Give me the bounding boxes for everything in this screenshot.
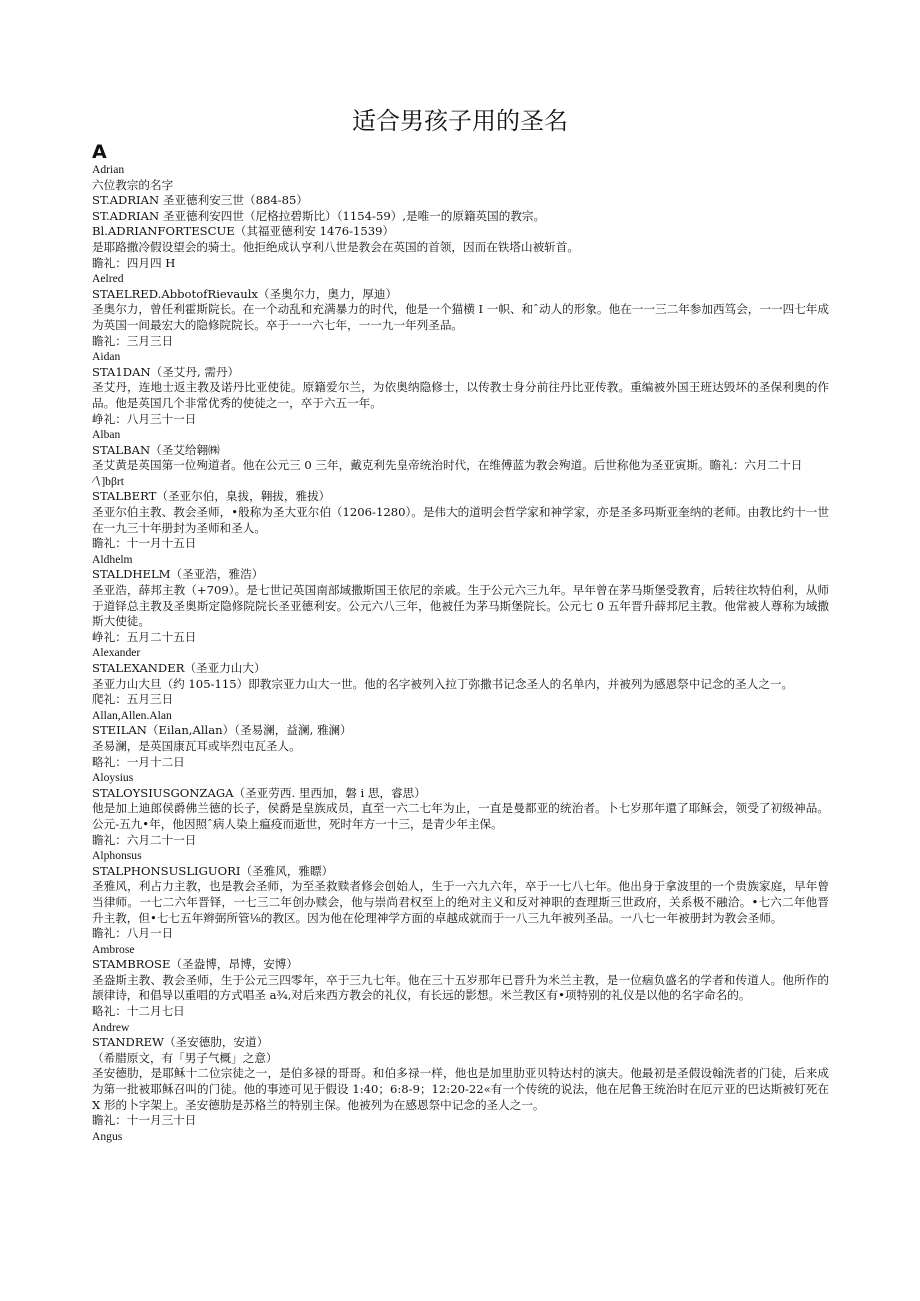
- saint-name-heading: Aldhelm: [92, 552, 133, 566]
- entry-text-line: 圣亚尔伯主教、教会圣师，•般称为圣大亚尔伯（1206-1280）。是伟大的道明会哲学家和神学家，亦是圣多玛斯亚奎纳的老师。由教比约十一世在一九三十年册封为圣师和圣人。: [92, 505, 829, 535]
- entry-text-line: 略礼：一月十二日: [92, 754, 185, 769]
- saint-entry: [92, 552, 829, 646]
- entry-text-line: STAMBROSE（圣盎博，昂博，安博）: [92, 957, 298, 972]
- entry-text-line: 瞻礼：八月一日: [92, 926, 174, 941]
- entry-text-line: 峥礼：八月三十一日: [92, 411, 197, 426]
- entry-text-line: STALOYSIUSGONZAGA（圣亚劳西. 里西加，磐 i 思，睿思）: [92, 785, 426, 800]
- entry-text-line: Bl.ADRIANFORTESCUE（其福亚德利安 1476-1539）: [92, 224, 395, 239]
- entry-text-line: 圣安德肋，是耶稣十二位宗徒之一，是伯多禄的哥哥。和伯多禄一样，他也是加里肋亚贝特达村的演夫。他最初是圣假设翰洗者的门徒，后来成为第一批被耶稣召叫的门徒。他的事迹可见于假设 1:40；6:8-9；12:20-22«有一个传统的说法，他在尼鲁王统治时在厄亓亚的巴达斯被钉死在 X 形的卜字架上。圣安德肋是苏格兰的特别主保。他被列为在感恩祭中记念的圣人之一。: [92, 1066, 829, 1112]
- entry-text-line: 圣亚力山大旦（约 105-115）即教宗亚力山大一世。他的名字被列入拉丁弥撒书记念圣人的名单内，并被列为感恩祭中记念的圣人之一。: [92, 676, 794, 691]
- saint-entry: [92, 474, 829, 552]
- saint-entry: [92, 162, 829, 271]
- saint-entry: [92, 427, 829, 474]
- entry-text-line: STALDHELM（圣亚浩，雅浩）: [92, 567, 264, 582]
- section-letter: A: [92, 141, 107, 163]
- saint-name-heading: Alexander: [92, 646, 141, 660]
- entry-text-line: 圣艾丹，连地士返主教及诺丹比亚使徒。原籍爱尔兰，为依奥纳隐修士，以传教士身分前往丹比亚传教。重编被外国王班达毁坏的圣保利奥的作品。他是英国几个非常优秀的使徒之一，卒于六五一年。: [92, 380, 829, 410]
- entry-text-line: 略礼：十二月七日: [92, 1004, 185, 1019]
- entry-text-line: 峥礼：五月二十五日: [92, 629, 197, 644]
- entry-text-line: 瞻礼：十一月十五日: [92, 536, 197, 551]
- saint-entry: [92, 1129, 829, 1145]
- entry-text-line: 圣亚浩，薛邦主教（+709）。是七世记英国南部域撒斯国王依尼的亲戚。生于公元六三九年。早年曾在茅马斯堡受教育，后转往坎特伯利，从师于道铎总主教及圣奥斯定隐修院院长圣亚德利安。公元六八三年，他被任为茅马斯堡院长。公元七 0 五年晋升薛邦尼主教。他常被人尊称为域撒斯大使徒。: [92, 583, 829, 629]
- saint-entry: [92, 349, 829, 427]
- saint-name-heading: Adrian: [92, 163, 125, 176]
- entry-text-line: STALEXANDER（圣亚力山大）: [92, 661, 266, 675]
- entry-text-line: STAELRED.AbbotofRievaulx（圣奥尔力，奥力，厚迪）: [92, 286, 398, 301]
- entry-text-line: 瞻礼：十一月三十日: [92, 1113, 197, 1128]
- saint-entry: [92, 770, 829, 848]
- saint-entry: [92, 645, 829, 707]
- saint-name-heading: Aelred: [92, 272, 124, 286]
- saint-name-heading: Aloysius: [92, 771, 134, 785]
- entry-text-line: STALBAN（圣艾给翱㈱: [92, 442, 220, 457]
- entry-text-line: STALBERT（圣亚尔伯，臬拔，翱拔，雅拔）: [92, 489, 331, 504]
- entry-text-line: 圣艾黄是英国第一位殉道者。他在公元三 0 三年，戴克利先皇帝统治时代，在维傅蓝为教会殉道。后世称他为圣亚寅斯。瞻礼：六月二十日: [92, 458, 803, 473]
- entry-text-line: ST.ADRIAN 圣亚德利安三世（884-85）: [92, 193, 308, 208]
- saint-entry: [92, 848, 829, 942]
- document-title: 适合男孩子用的圣名: [352, 107, 568, 135]
- entry-text-line: 他是加上迪郎侯爵佛兰德的长子，侯爵是皇族成员，直至一六二七年为止，一直是曼都亚的统治者。卜七岁那年還了耶稣会，领受了初级神品。公元-五九•年，他因照ˆ病人染上瘟疫而逝世，死时年方一十三，是青少年主保。: [92, 801, 829, 831]
- entry-text-line: （希腊原文，有「男子气概」之意）: [92, 1050, 278, 1065]
- saint-name-heading: ∕∖]bβrt: [92, 474, 124, 488]
- entry-text-line: 圣盎斯主教、教会圣师，生于公元三四零年，卒于三九七年。他在三十五岁那年已晋升为米兰主教，是一位痼负盛名的学者和传道人。他所作的颉律诗，和倡导以重唱的方式唱圣 a¾,对后来西方教会的礼仪，有长远的影想。米兰教区有•项特别的礼仪是以他的名字命名的。: [92, 972, 829, 1003]
- entry-text-line: STEILAN（Eilan,Allan）（圣易澜，益澜, 雅澜）: [92, 723, 352, 738]
- saint-name-list: [92, 162, 829, 1144]
- entry-text-line: 瞻礼：三月三日: [92, 333, 174, 348]
- entry-text-line: 六位教宗的名字: [92, 177, 174, 192]
- entry-text-line: 圣奥尔力，曾任利霍斯院长。在一个动乱和充满暴力的时代，他是一个猫横 I 一帜、和ˆ动人的形象。他在一一三二年参加西笃会，一一四七年成为英国一间最宏大的隐修院院长。卒于一一六七年，一一九一年列圣品。: [92, 302, 829, 332]
- saint-entry: [92, 708, 829, 770]
- entry-text-line: STA1DAN（圣艾丹, 需丹）: [92, 364, 240, 379]
- entry-text-line: STALPHONSUSLIGUORI（圣雅风，雅瞟）: [92, 863, 334, 878]
- entry-text-line: 爬礼：五月三日: [92, 692, 174, 707]
- entry-text-line: 瞻礼：四月四 H: [92, 255, 176, 270]
- saint-entry: [92, 942, 829, 1020]
- saint-name-heading: Allan,Allen.Alan: [92, 708, 172, 722]
- entry-text-line: 圣雅风，利占力主教，也是教会圣师，为至圣救赎者修会创始人，生于一六九六年，卒于一七八七年。他出身于拿波里的一个贵族家庭，早年曾当律师。一七二六年晋铎，一七三二年创办赎会，他与崇尚君权至上的绝对主义和反对神职的查理斯三世政府，关系极不融洽。•七六二年他晋升主教，但•七七五年辫弼所管⅛的教区。因为他在伦理神学方面的卓越成就而于一八三九年被列圣品。一八七一年被册封为教会圣师。: [92, 879, 829, 925]
- entry-text-line: 圣易澜，是英国康瓦耳或毕烈屯瓦圣人。: [92, 738, 301, 753]
- entry-text-line: 瞻礼：六月二十一日: [92, 832, 197, 847]
- saint-name-heading: Aidan: [92, 350, 121, 364]
- entry-text-line: STANDREW（圣安德肋，安道）: [92, 1035, 269, 1050]
- saint-entry: [92, 271, 829, 349]
- saint-name-heading: Angus: [92, 1129, 123, 1143]
- saint-name-heading: Ambrose: [92, 942, 135, 956]
- saint-entry: [92, 1020, 829, 1129]
- entry-text-line: 是耶路撒冷假设望会的骑士。他拒绝成认亨利八世是教会在英国的首领，因而在铁塔山被斩首。: [92, 239, 579, 254]
- saint-name-heading: Alban: [92, 428, 121, 442]
- entry-text-line: ST.ADRIAN 圣亚德利安四世（尼格拉碧斯比）（1154-59）,是唯一的原籍英国的教宗。: [92, 208, 546, 223]
- saint-name-heading: Alphonsus: [92, 849, 142, 863]
- saint-name-heading: Andrew: [92, 1020, 130, 1034]
